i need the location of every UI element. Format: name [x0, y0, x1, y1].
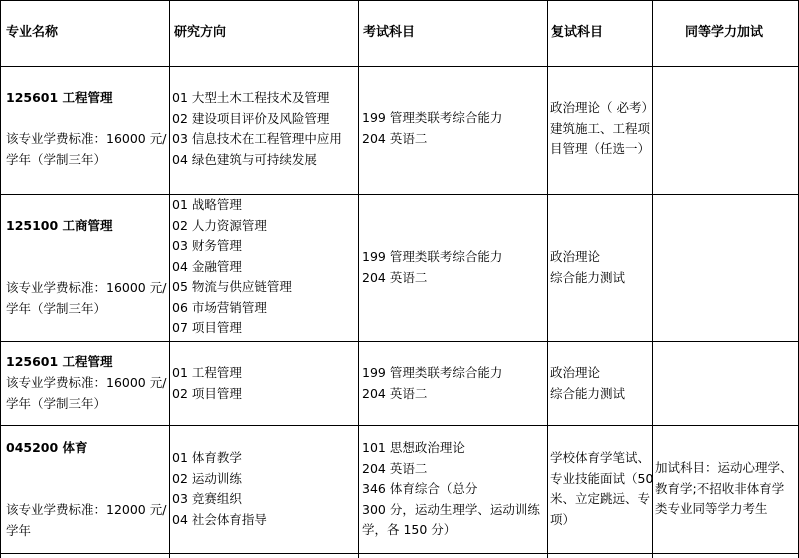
row-divider: [0, 425, 799, 426]
exam-list: [362, 438, 540, 541]
header-equivalent: 同等学力加试: [685, 25, 764, 40]
major-fee: 该专业学费标准：16000 元/ 学年（学制三年）: [6, 280, 167, 316]
exam-item: 199 管理类联考综合能力: [362, 110, 503, 125]
major-name: 125601 工程管理: [6, 90, 113, 105]
equivalent-extra: 加试科目：运动心理学、教育学;不招收非体育学类专业同等学力考生: [655, 460, 793, 516]
column-divider: [547, 0, 548, 558]
row-divider: [0, 553, 799, 554]
direction-item: 06 市场营销管理: [172, 299, 267, 315]
header-major: 专业名称: [6, 25, 59, 40]
exam-item: 199 管理类联考综合能力: [362, 249, 503, 264]
direction-item: 01 大型土木工程技术及管理: [172, 90, 330, 105]
exam-item: 204 英语二: [362, 269, 428, 285]
exam-item: 学，各 150 分）: [362, 522, 457, 537]
exam-list: [362, 247, 502, 288]
exam-item: 199 管理类联考综合能力: [362, 365, 503, 380]
direction-list: [172, 363, 242, 404]
direction-list: [172, 195, 292, 339]
direction-item: 01 工程管理: [172, 365, 242, 380]
direction-item: 01 体育教学: [172, 450, 242, 465]
column-divider: [169, 0, 170, 558]
direction-item: 02 项目管理: [172, 385, 242, 401]
direction-list: [172, 448, 267, 530]
row-divider: [0, 341, 799, 342]
exam-item: 204 英语二: [362, 130, 428, 146]
direction-item: 04 金融管理: [172, 258, 242, 274]
table-border-top: [0, 0, 799, 1]
direction-item: 02 建设项目评价及风险管理: [172, 110, 330, 126]
major-name: 125601 工程管理: [6, 354, 113, 369]
header-exam: 考试科目: [363, 25, 416, 40]
exam-item: 101 思想政治理论: [362, 440, 465, 455]
exam-item: 300 分，运动生理学、运动训练: [362, 501, 540, 517]
exam-item: 204 英语二: [362, 385, 428, 401]
table-border-left: [0, 0, 1, 558]
exam-list: [362, 363, 502, 404]
major-name: 125100 工商管理: [6, 218, 113, 233]
row-divider: [0, 194, 799, 195]
direction-item: 03 信息技术在工程管理中应用: [172, 131, 342, 146]
direction-item: 03 竞赛组织: [172, 491, 242, 506]
direction-item: 03 财务管理: [172, 238, 242, 253]
direction-item: 04 社会体育指导: [172, 511, 267, 527]
direction-item: 02 人力资源管理: [172, 217, 267, 233]
major-fee: 该专业学费标准：16000 元/ 学年（学制三年）: [6, 131, 167, 167]
exam-list: [362, 108, 502, 149]
exam-item: 346 体育综合（总分: [362, 481, 478, 496]
direction-item: 05 物流与供应链管理: [172, 279, 292, 294]
header-retest: 复试科目: [551, 25, 604, 40]
major-fee: 该专业学费标准：12000 元/ 学年: [6, 502, 167, 538]
retest-list: 政治理论 综合能力测试: [550, 365, 626, 401]
direction-item: 04 绿色建筑与可持续发展: [172, 151, 317, 167]
direction-list: [172, 88, 342, 170]
direction-item: 07 项目管理: [172, 320, 242, 335]
exam-item: 204 英语二: [362, 460, 428, 476]
column-divider: [358, 0, 359, 558]
header-direction: 研究方向: [174, 25, 227, 40]
major-fee: 该专业学费标准：16000 元/ 学年（学制三年）: [6, 375, 167, 411]
direction-item: 01 战略管理: [172, 197, 242, 212]
retest-list: 政治理论（ 必考） 建筑施工、工程项 目管理（任选一）: [550, 100, 654, 156]
row-divider: [0, 66, 799, 67]
major-name: 045200 体育: [6, 440, 88, 455]
direction-item: 02 运动训练: [172, 470, 242, 486]
retest-list: 学校体育学笔试、 专业技能面试（50 米、立定跳远、专 项）: [550, 450, 654, 527]
retest-list: 政治理论 综合能力测试: [550, 249, 626, 285]
